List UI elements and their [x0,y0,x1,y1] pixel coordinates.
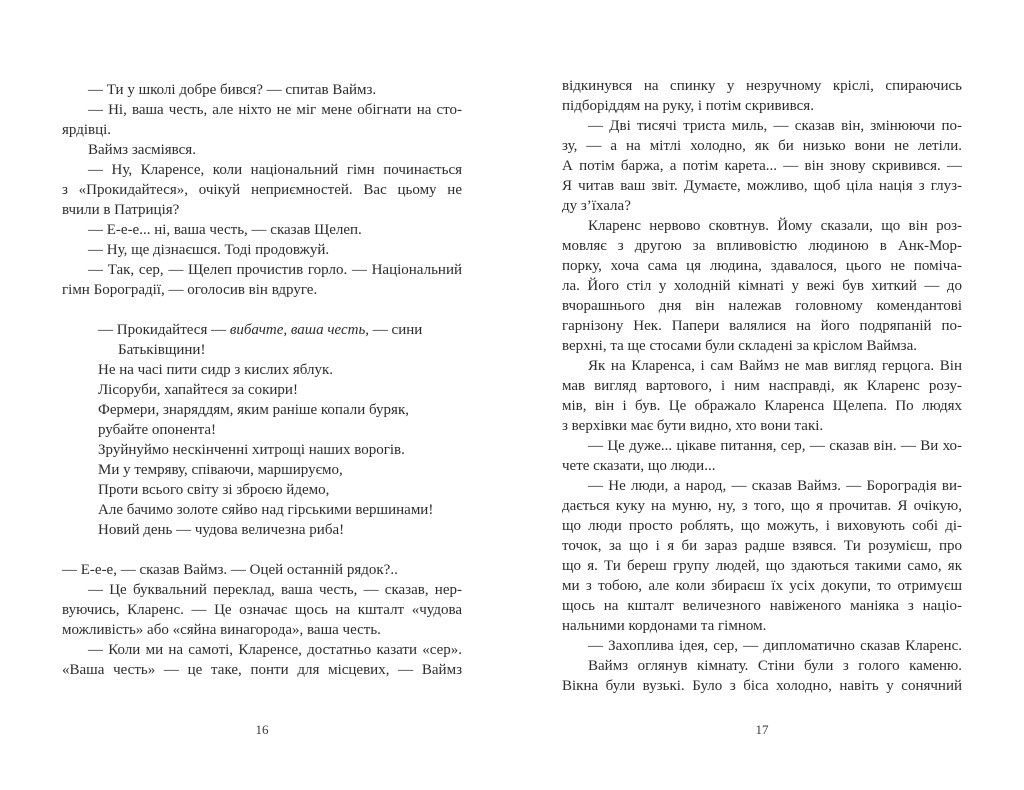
text-line: — Ти у школі добре бився? — спитав Ваймз. [88,82,377,98]
text-line: підборіддям на руку, і потім скривився. [562,98,814,114]
text-line: ярдівці. [62,122,112,138]
text-line: мів, він і був. Це ображало Кларенса Щелепа. По людях [562,398,962,414]
text-line: що я. Ти береш групу людей, що здаються такими само, як [562,558,962,574]
text-line: Я читав ваш звіт. Думаєте, можливо, щоб ціла нація з глуз- [562,178,962,194]
paragraph [562,656,962,696]
text-line: Фермери, знаряддям, яким раніше копали буряк, [98,402,409,418]
text-line: А потім баржа, а потім карета... — він знову скривився. — [562,158,962,174]
text-line: Як на Кларенса, і сам Ваймз не мав вигляд герцога. Він [588,358,962,374]
text-line: — Е-е-е... ні, ваша честь, — сказав Щелеп. [88,222,362,238]
text-line: вуючись, Кларенс. — Це означає щось на кшталт «чудова [62,602,462,618]
paragraph [62,640,462,680]
paragraph [62,160,462,220]
text-line: нальними кордонами та гімном. [562,618,767,634]
text-line: ми з тобою, але коли збираєш їх усіх докупи, то отримуєш [562,578,962,594]
text-line: що люди просто роблять, що можуть, і виховують собі ді- [562,518,962,534]
text-line: Кларенс нервово сковтнув. Йому сказали, що він роз- [588,218,962,234]
text-line: точок, за що і я би зараз радше взявся. Ти розумієш, про [562,538,962,554]
paragraph [62,80,462,100]
text-line: верхні, та ще стосами були складені за кріслом Ваймза. [562,338,917,354]
text-line: Але бачимо золоте сяйво над гірськими вершинами! [98,502,434,518]
text-line: мовляє з другою за впливовістю людиною в Анк-Мор- [562,238,962,254]
paragraph [62,580,462,640]
paragraph-spacer [62,300,462,320]
paragraph [562,436,962,476]
paragraph-spacer [62,540,462,560]
paragraph [62,100,462,140]
paragraph [562,476,962,636]
page-number: 17 [755,722,769,737]
italic-text: вибачте, ваша честь, [229,322,370,338]
left-page [62,80,462,680]
text-line: мав вигляд вартового, і ним насправді, як Кларенс розу- [562,378,962,394]
text-line: Вікна були вузькі. Було з біса холодно, навіть у сонячний [562,678,962,694]
text-line: — Ну, Кларенсе, коли національний гімн починається [88,162,462,178]
page-number: 16 [255,722,269,737]
text-line: — Це дуже... цікаве питання, сер, — сказав він. — Ви хо- [588,438,962,454]
text-line: дається куку на муню, ну, з того, що я прочитав. Я очікую, [562,498,962,514]
paragraph [62,260,462,300]
text-line: порку, хоча сама ця людина, здавалося, цього не поміча- [562,258,962,274]
text-line: — Це буквальний переклад, ваша честь, — сказав, нер- [88,582,462,598]
text-line: — Прокидайтеся — вибачте, ваша честь, — сини [98,322,423,338]
text-line: Ваймз засміявся. [88,142,196,158]
text-line: відкинувся на спинку у незручному кріслі, спираючись [562,78,962,94]
anthem-verse [98,320,462,540]
text-line: Проти всього світу зі зброєю йдемо, [98,482,330,498]
text-line: гарнізону Нек. Папери валялися на його подряпаній по- [562,318,962,334]
text-line: Новий день — чудова величезна риба! [98,522,345,538]
text-line: — Захоплива ідея, сер, — дипломатично сказав Кларенс. [588,638,962,654]
text-line: з «Прокидайтеся», очікуй неприємностей. Вас цьому не [62,182,462,198]
text-line: чете сказати, що люди... [562,458,716,474]
text-line: зу, — а на мітлі холодно, як би низько вони не летіли. [562,138,962,154]
text-line: щось на кшталт величезного навіженого маніяка з націо- [562,598,962,614]
text-line: ла. Його стіл у холодній кімнаті у вежі був хиткий — до [562,278,962,294]
text-line: — Ну, ще дізнаєшся. Тоді продовжуй. [88,242,330,258]
text-line: — Е-е-е, — сказав Ваймз. — Оцей останній рядок?.. [62,562,398,578]
text-line: Лісоруби, хапайтеся за сокири! [98,382,298,398]
text-line: — Коли ми на самоті, Кларенсе, достатньо казати «сер». [88,642,462,658]
text-line: — Ні, ваша честь, але ніхто не міг мене обігнати на сто- [88,102,462,118]
text-line: Зруйнуймо нескінченні хитрощі наших ворогів. [98,442,405,458]
paragraph [562,116,962,216]
paragraph [62,560,462,580]
text-line: Не на часі пити сидр з кислих яблук. [98,362,333,378]
text-line: Ми у темряву, співаючи, маршируємо, [98,462,343,478]
text-line: «Ваша честь» — це таке, понти для місцевих, — Ваймз [62,662,462,678]
text-line: Батьківщини! [118,342,206,358]
paragraph [62,140,462,160]
paragraph [562,76,962,116]
text-line: рубайте опонента! [98,422,217,438]
paragraph [562,216,962,356]
text-line: гімн Бороградії, — оголосив він вдруге. [62,282,318,298]
text-line: можливість» або «сяйна винагорода», ваша честь. [62,622,381,638]
paragraph [562,636,962,656]
text-line: вчорашнього дня він належав головному комендантові [562,298,962,314]
paragraph [62,220,462,240]
text-line: — Дві тисячі триста миль, — сказав він, змінюючи по- [588,118,962,134]
text-line: з верхівки має бути видно, хто вони такі. [562,418,824,434]
paragraph [562,356,962,436]
text-line: вчили в Патриція? [62,202,180,218]
text-line: — Не люди, а народ, — сказав Ваймз. — Бороградія ви- [588,478,962,494]
text-line: Ваймз оглянув кімнату. Стіни були з голого каменю. [588,658,962,674]
text-line: — Так, сер, — Щелеп прочистив горло. — Національний [88,262,462,278]
paragraph [62,240,462,260]
right-page [562,76,962,696]
text-line: ду з’їхала? [562,198,631,214]
